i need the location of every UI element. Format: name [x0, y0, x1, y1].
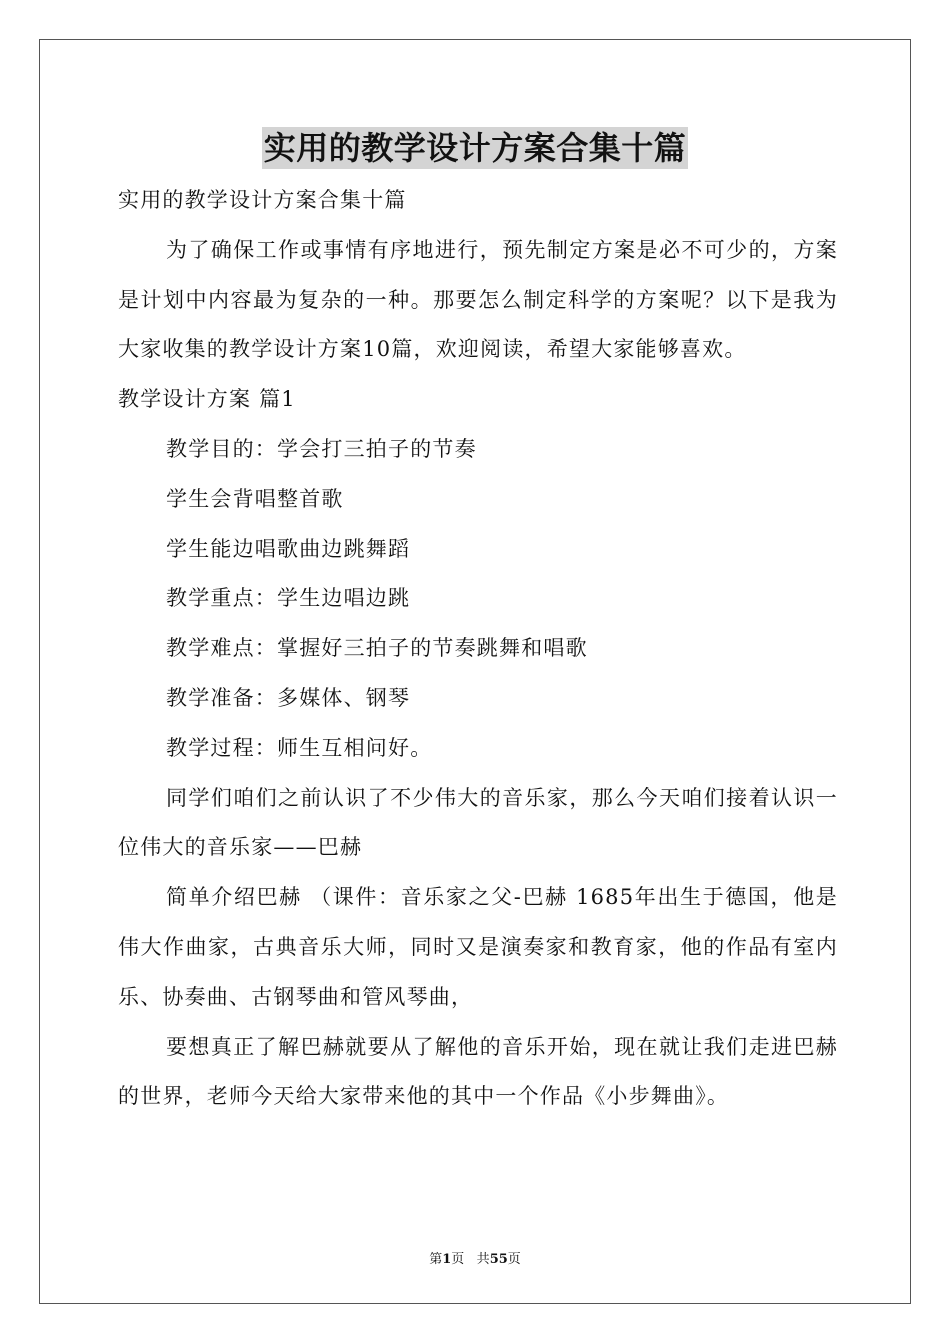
footer-total-suffix: 页 [507, 1252, 521, 1267]
paragraph-key-point: 教学重点：学生边唱边跳 [166, 586, 411, 611]
paragraph-difficulty: 教学难点：掌握好三拍子的节奏跳舞和唱歌 [166, 636, 588, 661]
document-body [118, 176, 838, 1122]
document-title: 实用的教学设计方案合集十篇 [263, 129, 687, 167]
section-heading: 教学设计方案 篇1 [118, 387, 296, 412]
title-container [0, 127, 950, 169]
footer-page-prefix: 第 [429, 1252, 443, 1267]
paragraph-musician-intro: 同学们咱们之前认识了不少伟大的音乐家，那么今天咱们接着认识一位伟大的音乐家——巴赫 [118, 785, 838, 860]
paragraph-subtitle: 实用的教学设计方案合集十篇 [118, 188, 407, 212]
paragraph-teaching-goal: 教学目的：学会打三拍子的节奏 [166, 436, 477, 461]
paragraph-goal-3: 学生能边唱歌曲边跳舞蹈 [166, 536, 411, 561]
paragraph-preparation: 教学准备：多媒体、钢琴 [166, 685, 411, 710]
paragraph-minuet: 要想真正了解巴赫就要从了解他的音乐开始，现在就让我们走进巴赫的世界，老师今天给大家带来他的其中一个作品《小步舞曲》。 [118, 1034, 838, 1109]
page-footer [0, 1248, 950, 1267]
paragraph-bach-intro: 简单介绍巴赫 （课件：音乐家之父-巴赫 1685年出生于德国，他是伟大作曲家，古典音乐大师，同时又是演奏家和教育家，他的作品有室内乐、协奏曲、古钢琴曲和管风琴曲， [118, 885, 838, 1009]
footer-page-total: 55 [489, 1252, 508, 1267]
footer-page-suffix: 页 [451, 1252, 465, 1267]
paragraph-goal-2: 学生会背唱整首歌 [166, 486, 344, 511]
footer-page-current: 1 [442, 1252, 452, 1267]
footer-total-prefix: 共 [476, 1252, 490, 1267]
paragraph-intro: 为了确保工作或事情有序地进行，预先制定方案是必不可少的，方案是计划中内容最为复杂的一种。那要怎么制定科学的方案呢？以下是我为大家收集的教学设计方案10篇，欢迎阅读，希望大家能够喜欢。 [118, 237, 838, 362]
paragraph-process: 教学过程：师生互相问好。 [166, 735, 433, 760]
